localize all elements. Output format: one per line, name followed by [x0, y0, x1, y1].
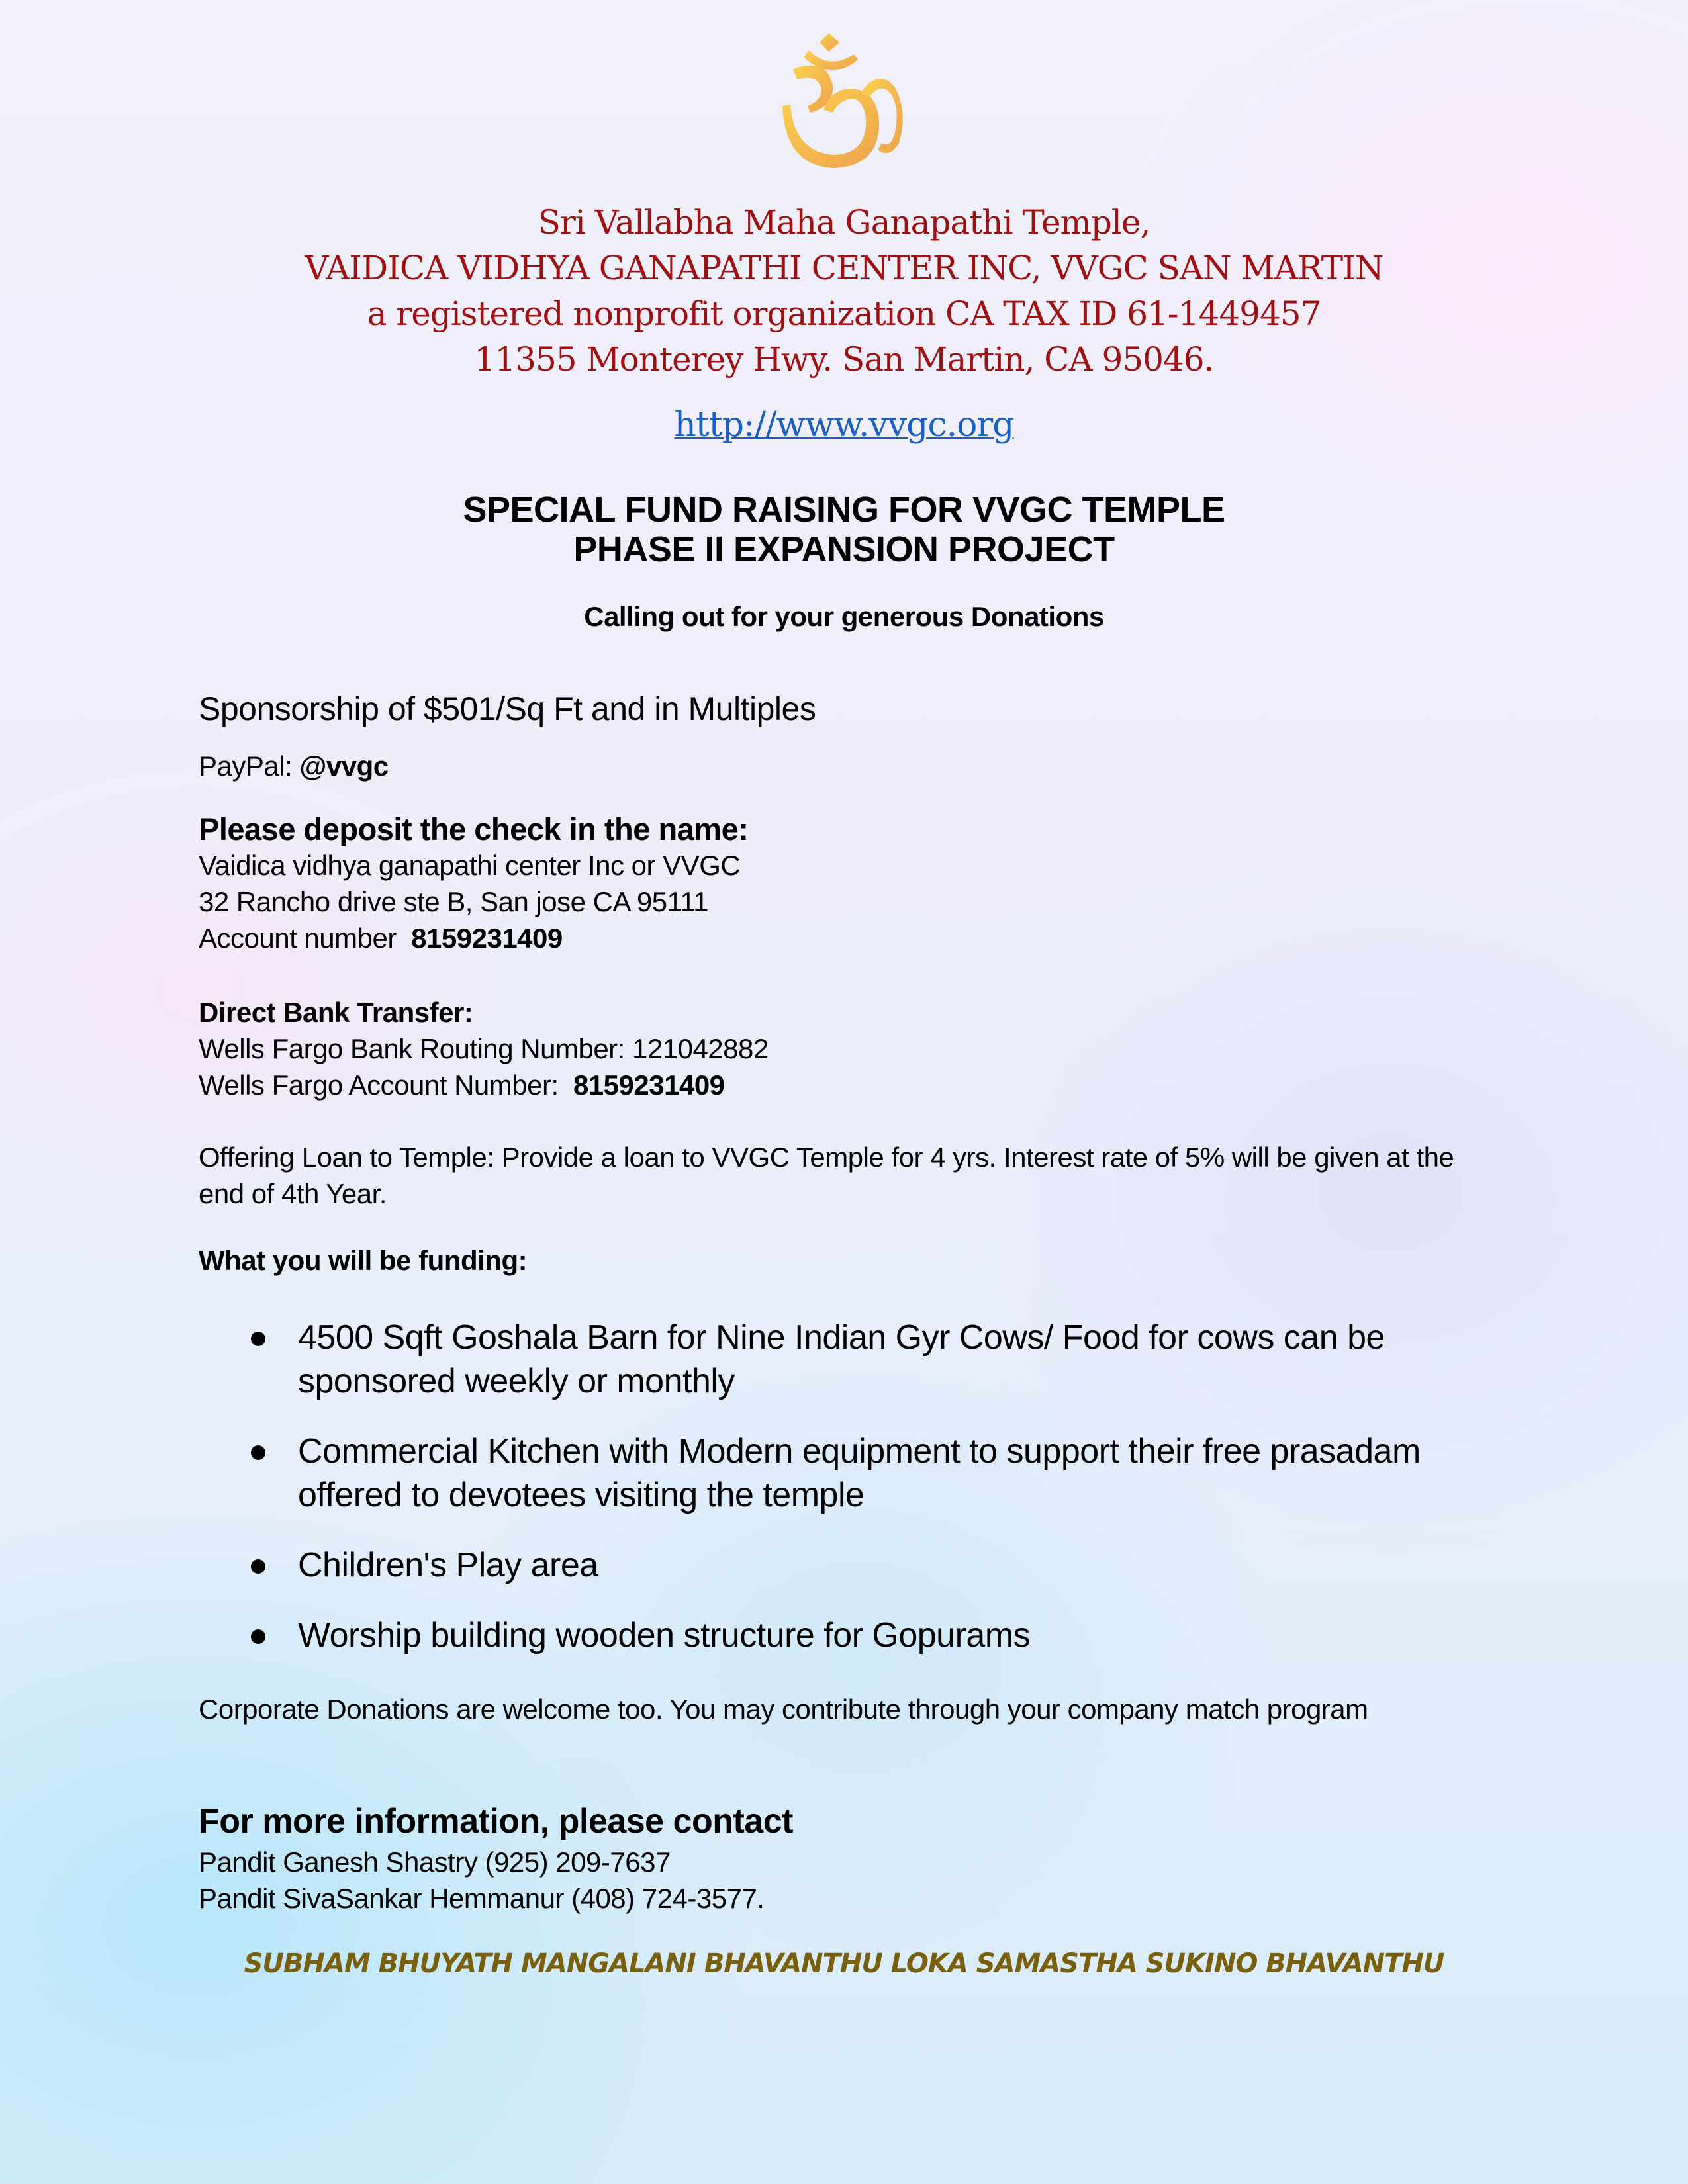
title-line-2: PHASE II EXPANSION PROJECT [573, 529, 1115, 569]
organization-name: VAIDICA VIDHYA GANAPATHI CENTER INC, VVGC SAN MARTIN [305, 249, 1383, 287]
bullet-icon [251, 1559, 265, 1574]
tax-id-line: a registered nonprofit organization CA TAX ID 61-1449457 [367, 295, 1321, 333]
contact-person: Pandit Ganesh Shastry (925) 209-7637 [199, 1846, 671, 1878]
check-deposit-section [199, 811, 748, 956]
routing-label: Wells Fargo Bank Routing Number: [199, 1033, 633, 1064]
funding-item-text: Worship building wooden structure for Gopurams [298, 1616, 1031, 1655]
loan-offer-text: Offering Loan to Temple: Provide a loan to VVGC Temple for 4 yrs. Interest rate of 5% will be given at the end of 4th Year. [199, 1142, 1454, 1209]
funding-item [248, 1543, 1476, 1587]
routing-line [199, 1030, 769, 1067]
website-link[interactable]: http://www.vvgc.org [674, 405, 1014, 445]
om-symbol-icon [755, 13, 914, 172]
funding-item [248, 1316, 1476, 1403]
funding-item-text: Commercial Kitchen with Modern equipment to support their free prasadam offered to devotees visiting the temple [298, 1432, 1421, 1514]
bank-transfer-section [199, 994, 769, 1103]
page-title [0, 490, 1688, 569]
contact-heading: For more information, please contact [199, 1802, 793, 1841]
funding-list [248, 1316, 1506, 1684]
paypal-handle: @vvgc [299, 751, 389, 782]
bullet-icon [251, 1445, 265, 1460]
paypal-label: PayPal: [199, 751, 300, 782]
check-deposit-heading: Please deposit the check in the name: [199, 811, 749, 846]
funding-item-text: 4500 Sqft Goshala Barn for Nine Indian Gyr Cows/ Food for cows can be sponsored weekly or monthly [298, 1318, 1385, 1400]
funding-item [248, 1430, 1476, 1517]
routing-number: 121042882 [632, 1033, 769, 1064]
temple-header [0, 200, 1688, 383]
corporate-donations-text: Corporate Donations are welcome too. You may contribute through your company match program [199, 1694, 1368, 1725]
blessing-footer: SUBHAM BHUYATH MANGALANI BHAVANTHU LOKA SAMASTHA SUKINO BHAVANTHU [244, 1948, 1444, 1979]
check-address: 32 Rancho drive ste B, San jose CA 95111 [199, 886, 708, 917]
temple-name: Sri Vallabha Maha Ganapathi Temple, [538, 203, 1150, 242]
funding-heading: What you will be funding: [199, 1245, 528, 1276]
paypal-line [199, 751, 389, 782]
title-line-1: SPECIAL FUND RAISING FOR VVGC TEMPLE [463, 490, 1225, 529]
contact-section [199, 1799, 793, 1917]
bank-account-number: 8159231409 [573, 1069, 725, 1101]
contact-person: Pandit SivaSankar Hemmanur (408) 724-3577. [199, 1883, 765, 1914]
bullet-icon [251, 1629, 265, 1644]
check-account-label: Account number [199, 923, 412, 954]
bank-transfer-heading: Direct Bank Transfer: [199, 997, 473, 1028]
funding-item-text: Children's Play area [298, 1546, 598, 1584]
check-account-line [199, 920, 748, 956]
bank-account-label: Wells Fargo Account Number: [199, 1069, 573, 1101]
check-payee: Vaidica vidhya ganapathi center Inc or VVGC [199, 850, 741, 881]
bullet-icon [251, 1332, 265, 1346]
website-link-container [0, 405, 1688, 445]
page-subtitle: Calling out for your generous Donations [584, 601, 1104, 632]
check-account-number: 8159231409 [411, 923, 563, 954]
funding-item [248, 1614, 1476, 1657]
bank-account-line [199, 1067, 769, 1103]
sponsorship-text: Sponsorship of $501/Sq Ft and in Multiples [199, 690, 816, 727]
temple-address: 11355 Monterey Hwy. San Martin, CA 95046. [474, 340, 1214, 379]
